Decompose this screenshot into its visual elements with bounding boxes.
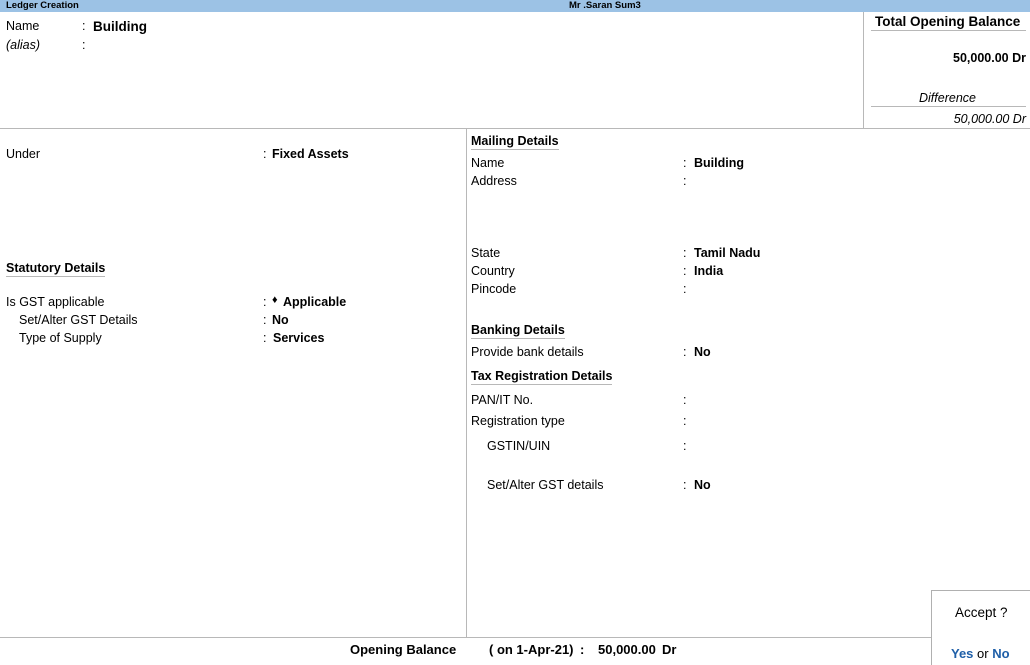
total-opening-balance-amount: 50,000.00 Dr <box>953 51 1026 65</box>
name-colon: : <box>82 19 86 33</box>
set-alter-gst-details-label: Set/Alter GST details <box>487 478 604 492</box>
opening-balance-drcr[interactable]: Dr <box>662 642 677 657</box>
accept-dialog <box>931 590 1030 665</box>
mailing-name-label: Name <box>471 156 505 170</box>
under-label: Under <box>6 147 41 161</box>
alias-label: (alias) <box>6 38 41 52</box>
set-alter-gst-label: Set/Alter GST Details <box>19 313 138 327</box>
state-label: State <box>471 246 501 260</box>
accept-question: Accept ? <box>955 605 1008 620</box>
footer-divider <box>0 637 931 638</box>
provide-bank-label: Provide bank details <box>471 345 584 359</box>
state-field[interactable]: Tamil Nadu <box>694 246 761 260</box>
opening-balance-date: ( on 1-Apr-21) <box>489 642 574 657</box>
provide-bank-colon: : <box>683 345 687 359</box>
total-opening-balance-title: Total Opening Balance <box>875 14 1021 29</box>
country-colon: : <box>683 264 687 278</box>
country-field[interactable]: India <box>694 264 724 278</box>
gst-applicable-colon: : <box>263 295 267 309</box>
no-button[interactable]: No <box>992 646 1010 661</box>
state-colon: : <box>683 246 687 260</box>
accept-options <box>951 646 1010 661</box>
difference-amount: 50,000.00 Dr <box>953 112 1026 126</box>
yes-button[interactable]: Yes <box>951 646 974 661</box>
registration-type-label: Registration type <box>471 414 565 428</box>
country-label: Country <box>471 264 515 278</box>
supply-type-label: Type of Supply <box>19 331 102 345</box>
total-box-border <box>863 12 864 128</box>
address-colon: : <box>683 174 687 188</box>
opening-balance-colon: : <box>580 642 585 657</box>
set-alter-gst-details-field[interactable]: No <box>694 478 711 492</box>
ledger-name-field[interactable]: Building <box>93 19 147 34</box>
title-bar <box>0 0 1030 12</box>
mailing-name-colon: : <box>683 156 687 170</box>
set-alter-gst-field[interactable]: No <box>272 313 289 327</box>
screen-title: Ledger Creation <box>6 0 79 11</box>
alias-colon: : <box>82 38 86 52</box>
gstin-colon: : <box>683 439 687 453</box>
column-divider <box>466 128 467 637</box>
opening-balance-amount-field[interactable]: 50,000.00 <box>598 642 656 657</box>
diamond-icon: ♦ <box>272 294 278 306</box>
mailing-name-field[interactable]: Building <box>694 156 744 170</box>
difference-underline <box>871 106 1026 107</box>
gst-applicable-label: Is GST applicable <box>6 295 105 309</box>
under-colon: : <box>263 147 267 161</box>
header-divider <box>0 128 1030 129</box>
pan-colon: : <box>683 393 687 407</box>
difference-label: Difference <box>919 91 976 105</box>
under-group-field[interactable]: Fixed Assets <box>272 147 349 161</box>
opening-balance-label: Opening Balance <box>350 642 457 657</box>
set-alter-gst-details-colon: : <box>683 478 687 492</box>
gst-applicable-field[interactable]: Applicable <box>283 295 347 309</box>
gstin-label: GSTIN/UIN <box>487 439 551 453</box>
tax-registration-title: Tax Registration Details <box>471 369 613 383</box>
address-label: Address <box>471 174 517 188</box>
set-alter-gst-colon: : <box>263 313 267 327</box>
name-label: Name <box>6 19 40 33</box>
statutory-details-title: Statutory Details <box>6 261 106 275</box>
banking-details-title: Banking Details <box>471 323 565 337</box>
supply-type-field[interactable]: Services <box>273 331 325 345</box>
provide-bank-field[interactable]: No <box>694 345 711 359</box>
total-title-underline <box>871 30 1026 31</box>
registration-type-colon: : <box>683 414 687 428</box>
pincode-colon: : <box>683 282 687 296</box>
supply-type-colon: : <box>263 331 267 345</box>
mailing-details-title: Mailing Details <box>471 134 559 148</box>
or-text: or <box>977 646 989 661</box>
pincode-label: Pincode <box>471 282 517 296</box>
company-name: Mr .Saran Sum3 <box>569 0 641 11</box>
pan-label: PAN/IT No. <box>471 393 534 407</box>
